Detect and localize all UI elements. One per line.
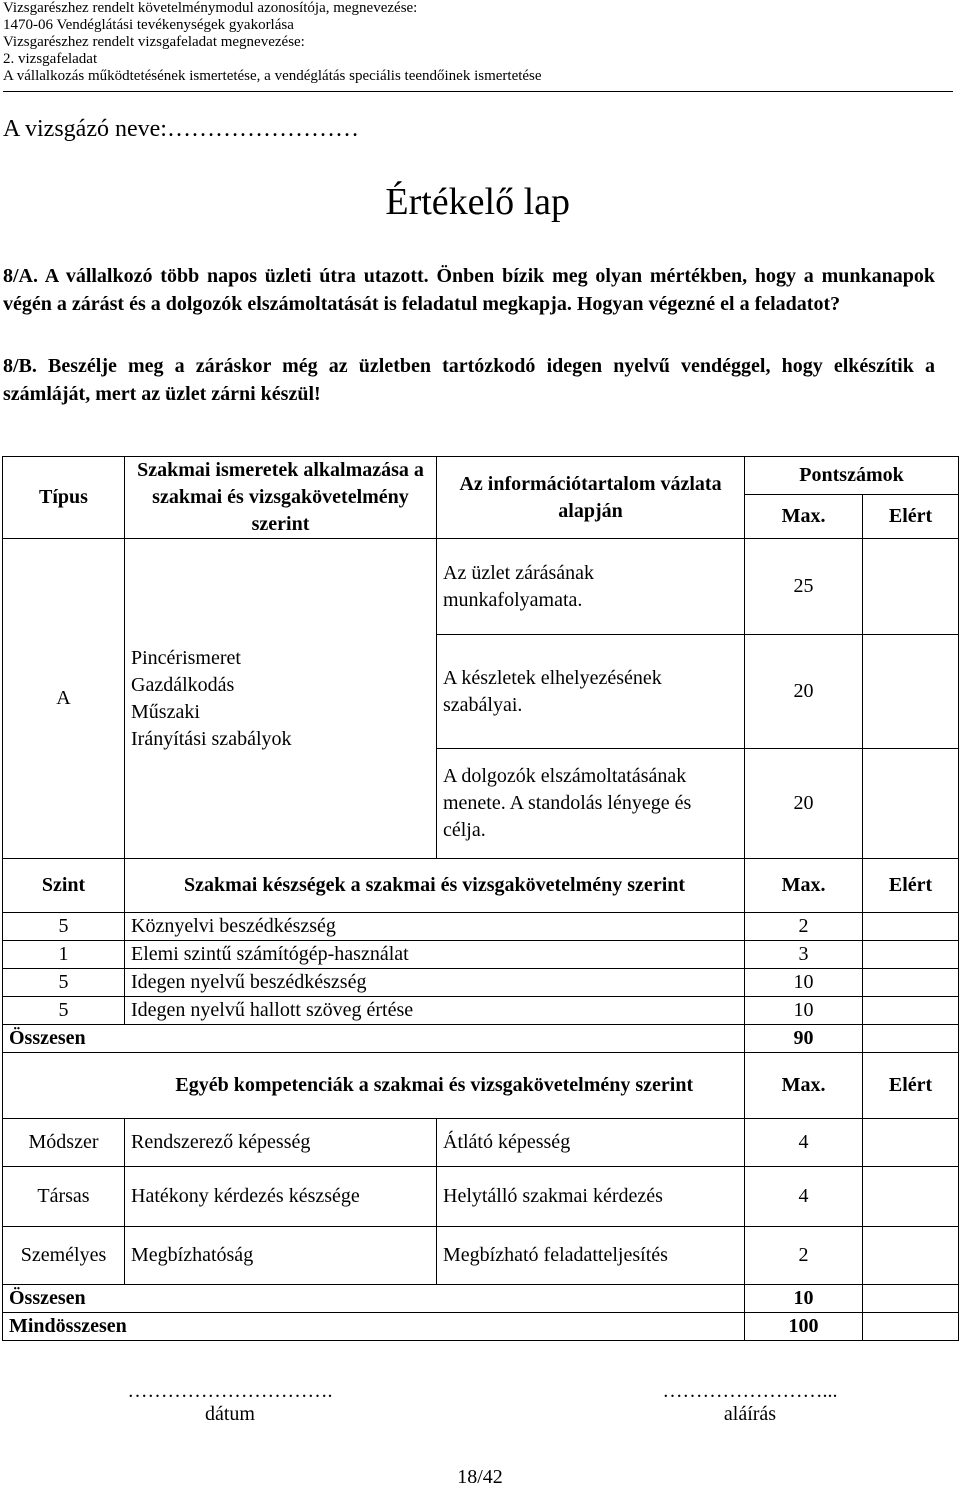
skill-name: Köznyelvi beszédkészség xyxy=(125,913,745,941)
col-header-points: Pontszámok xyxy=(745,457,959,495)
knowledge-item: Pincérismeret xyxy=(131,646,241,669)
comp-achieved[interactable] xyxy=(863,1227,959,1285)
comp-header-title: Egyéb kompetenciák a szakmai és vizsgakövetelmény szerint xyxy=(125,1053,745,1119)
info-item: Az üzlet zárásának munkafolyamata. xyxy=(437,539,745,635)
candidate-name-line: A vizsgázó neve:…………………… xyxy=(3,116,359,142)
task-8a: 8/A. A vállalkozó több napos üzleti útra utazott. Önben bízik meg olyan mértékben, hogy a munkanapok végén a zárást és a dolgozók elszámoltatását is feladatul megkapja. Hogyan végezné el a feladatot? xyxy=(3,265,935,315)
comp-item-1: Rendszerező képesség xyxy=(125,1119,437,1167)
date-block xyxy=(70,1380,390,1426)
comp-item-1: Megbízhatóság xyxy=(125,1227,437,1285)
knowledge-item: Irányítási szabályok xyxy=(131,727,292,750)
comp-max: 4 xyxy=(745,1119,863,1167)
comp-max: 2 xyxy=(745,1227,863,1285)
type-a-cell: A xyxy=(3,539,125,859)
skill-achieved[interactable] xyxy=(863,969,959,997)
grand-total-achieved[interactable] xyxy=(863,1313,959,1341)
date-label: dátum xyxy=(205,1403,255,1425)
skill-max: 10 xyxy=(745,997,863,1025)
date-dots: …………………………. xyxy=(127,1380,333,1402)
signature-block xyxy=(590,1380,910,1426)
subtotal-skills-label: Összesen xyxy=(3,1025,745,1053)
comp-achieved[interactable] xyxy=(863,1167,959,1227)
signature-dots: ……………………... xyxy=(662,1380,838,1402)
page-number: 18/42 xyxy=(457,1466,503,1488)
title-wrap xyxy=(0,180,940,224)
skill-name: Idegen nyelvű beszédkészség xyxy=(125,969,745,997)
info-max: 20 xyxy=(745,635,863,749)
info-max: 20 xyxy=(745,749,863,859)
grand-total-label: Mindösszesen xyxy=(3,1313,745,1341)
subtotal-comp-label: Összesen xyxy=(3,1285,745,1313)
skill-max: 10 xyxy=(745,969,863,997)
comp-type: Társas xyxy=(3,1167,125,1227)
comp-item-2: Helytálló szakmai kérdezés xyxy=(437,1167,745,1227)
comp-item-1: Hatékony kérdezés készsége xyxy=(125,1167,437,1227)
signature-label: aláírás xyxy=(723,1403,777,1425)
col-header-type: Típus xyxy=(3,457,125,539)
skill-level: 5 xyxy=(3,913,125,941)
knowledge-list xyxy=(125,539,437,859)
subtotal-comp-max: 10 xyxy=(745,1285,863,1313)
knowledge-item: Műszaki xyxy=(131,700,200,723)
skill-level: 1 xyxy=(3,941,125,969)
col-header-knowledge: Szakmai ismeretek alkalmazása a szakmai és vizsgakövetelmény szerint xyxy=(125,457,437,539)
info-item: A dolgozók elszámoltatásának menete. A standolás lényege és célja. xyxy=(437,749,745,859)
evaluation-table xyxy=(2,456,959,1341)
header-line-1: Vizsgarészhez rendelt követelménymodul azonosítója, megnevezése: xyxy=(3,0,418,16)
skill-max: 3 xyxy=(745,941,863,969)
comp-header-max: Max. xyxy=(745,1053,863,1119)
info-max: 25 xyxy=(745,539,863,635)
comp-max: 4 xyxy=(745,1167,863,1227)
skill-achieved[interactable] xyxy=(863,913,959,941)
skill-achieved[interactable] xyxy=(863,997,959,1025)
task-8b: 8/B. Beszélje meg a záráskor még az üzletben tartózkodó idegen nyelvű vendéggel, hogy elkészítik a számláját, mert az üzlet zárni készül! xyxy=(3,355,935,405)
document-header xyxy=(3,0,953,92)
subtotal-skills-max: 90 xyxy=(745,1025,863,1053)
skills-header-title: Szakmai készségek a szakmai és vizsgakövetelmény szerint xyxy=(125,859,745,913)
skills-header-achieved: Elért xyxy=(863,859,959,913)
grand-total-max: 100 xyxy=(745,1313,863,1341)
comp-type: Módszer xyxy=(3,1119,125,1167)
skill-name: Idegen nyelvű hallott szöveg értése xyxy=(125,997,745,1025)
header-line-3: Vizsgarészhez rendelt vizsgafeladat megnevezése: xyxy=(3,34,305,50)
col-header-max: Max. xyxy=(745,495,863,539)
comp-achieved[interactable] xyxy=(863,1119,959,1167)
header-line-4: 2. vizsgafeladat xyxy=(3,51,98,67)
skill-name: Elemi szintű számítógép-használat xyxy=(125,941,745,969)
info-achieved[interactable] xyxy=(863,749,959,859)
skill-level: 5 xyxy=(3,969,125,997)
knowledge-item: Gazdálkodás xyxy=(131,673,235,696)
col-header-info: Az információtartalom vázlata alapján xyxy=(437,457,745,539)
info-achieved[interactable] xyxy=(863,635,959,749)
info-achieved[interactable] xyxy=(863,539,959,635)
page-title: Értékelő lap xyxy=(385,181,570,223)
header-line-5: A vállalkozás működtetésének ismertetése, a vendéglátás speciális teendőinek ismertetése xyxy=(3,68,542,84)
col-header-achieved: Elért xyxy=(863,495,959,539)
skills-header-max: Max. xyxy=(745,859,863,913)
skill-max: 2 xyxy=(745,913,863,941)
skills-header-level: Szint xyxy=(3,859,125,913)
skill-achieved[interactable] xyxy=(863,941,959,969)
header-line-2: 1470-06 Vendéglátási tevékenységek gyakorlása xyxy=(3,17,294,33)
comp-header-achieved: Elért xyxy=(863,1053,959,1119)
subtotal-comp-achieved[interactable] xyxy=(863,1285,959,1313)
comp-item-2: Átlátó képesség xyxy=(437,1119,745,1167)
comp-item-2: Megbízható feladatteljesítés xyxy=(437,1227,745,1285)
info-item: A készletek elhelyezésének szabályai. xyxy=(437,635,745,749)
skill-level: 5 xyxy=(3,997,125,1025)
comp-header-blank xyxy=(3,1053,125,1119)
subtotal-skills-achieved[interactable] xyxy=(863,1025,959,1053)
comp-type: Személyes xyxy=(3,1227,125,1285)
